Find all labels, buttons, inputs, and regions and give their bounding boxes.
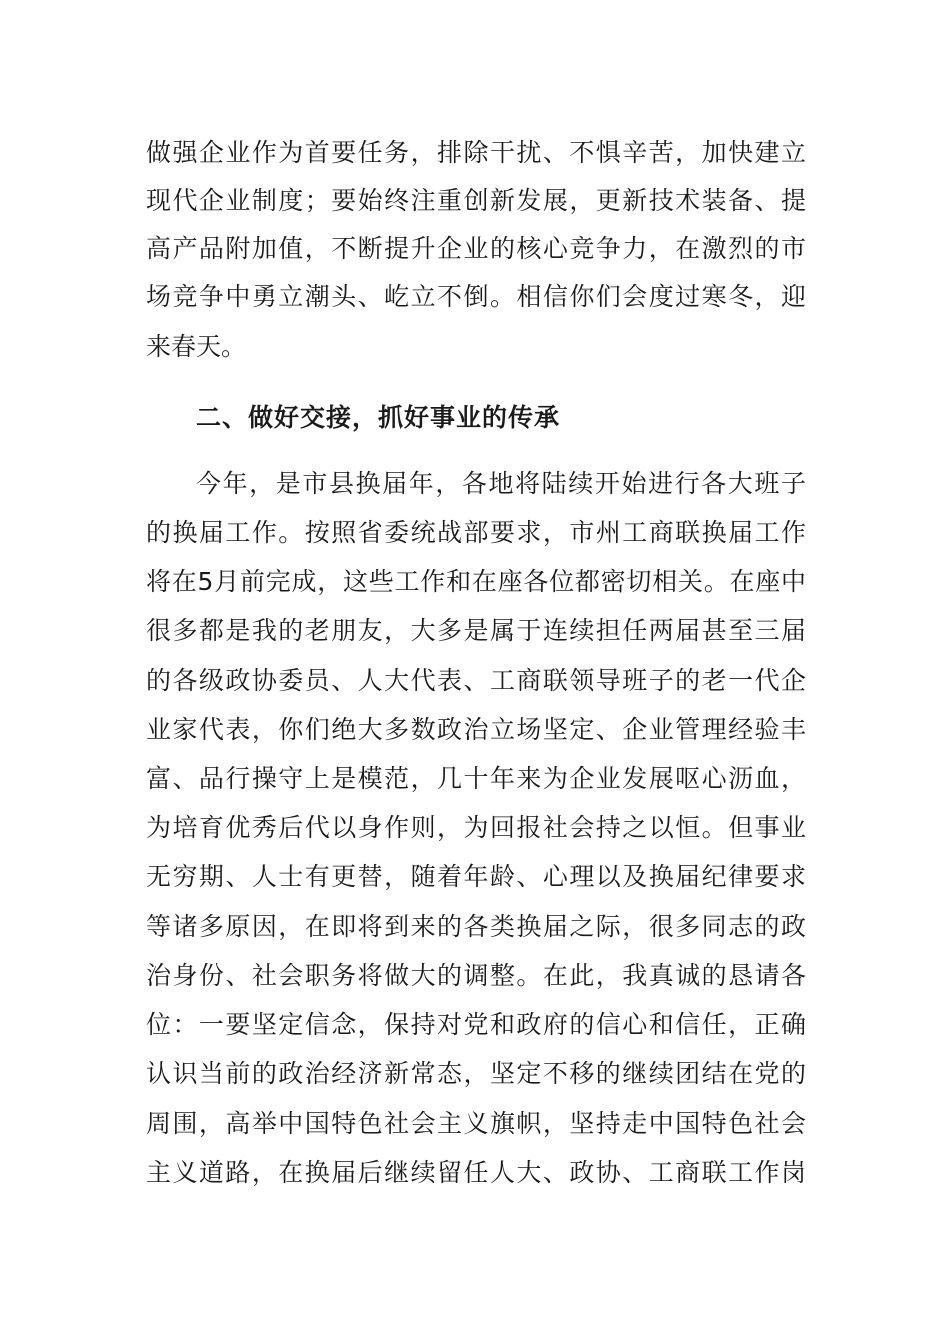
paragraph-line: 业家代表，你们绝大多数政治立场坚定、企业管理经验丰 [146, 715, 806, 744]
paragraph-line: 将在5月前完成，这些工作和在座各位都密切相关。在座中 [146, 567, 806, 596]
paragraph-line: 认识当前的政治经济新常态，坚定不移的继续团结在党的 [146, 1059, 806, 1088]
paragraph-line: 的换届工作。按照省委统战部要求，市州工商联换届工作 [146, 518, 806, 547]
paragraph-line: 今年，是市县换届年，各地将陆续开始进行各大班子 [196, 469, 806, 498]
paragraph-line: 等诸多原因，在即将到来的各类换届之际，很多同志的政 [146, 912, 806, 941]
paragraph-line: 为培育优秀后代以身作则，为回报社会持之以恒。但事业 [146, 813, 806, 842]
section-heading: 二、做好交接，抓好事业的传承 [196, 403, 561, 432]
paragraph-line: 场竞争中勇立潮头、屹立不倒。相信你们会度过寒冬，迎 [146, 282, 806, 311]
paragraph-line: 高产品附加值，不断提升企业的核心竞争力，在激烈的市 [146, 234, 806, 263]
paragraph-line: 的各级政协委员、人大代表、工商联领导班子的老一代企 [146, 666, 806, 695]
paragraph-line: 治身份、社会职务将做大的调整。在此，我真诚的恳请各 [146, 961, 806, 990]
paragraph-line: 位：一要坚定信念，保持对党和政府的信心和信任，正确 [146, 1010, 806, 1039]
paragraph-line: 现代企业制度；要始终注重创新发展，更新技术装备、提 [146, 186, 806, 215]
paragraph-line: 主义道路，在换届后继续留任人大、政协、工商联工作岗 [146, 1158, 806, 1187]
paragraph-line: 来春天。 [146, 332, 247, 361]
paragraph-line: 做强企业作为首要任务，排除干扰、不惧辛苦，加快建立 [146, 138, 806, 167]
paragraph-line: 很多都是我的老朋友，大多是属于连续担任两届甚至三届 [146, 616, 806, 645]
paragraph-line: 无穷期、人士有更替，随着年龄、心理以及换届纪律要求 [146, 862, 806, 891]
paragraph-line: 富、品行操守上是模范，几十年来为企业发展呕心沥血， [146, 764, 806, 793]
paragraph-line: 周围，高举中国特色社会主义旗帜，坚持走中国特色社会 [146, 1109, 806, 1138]
